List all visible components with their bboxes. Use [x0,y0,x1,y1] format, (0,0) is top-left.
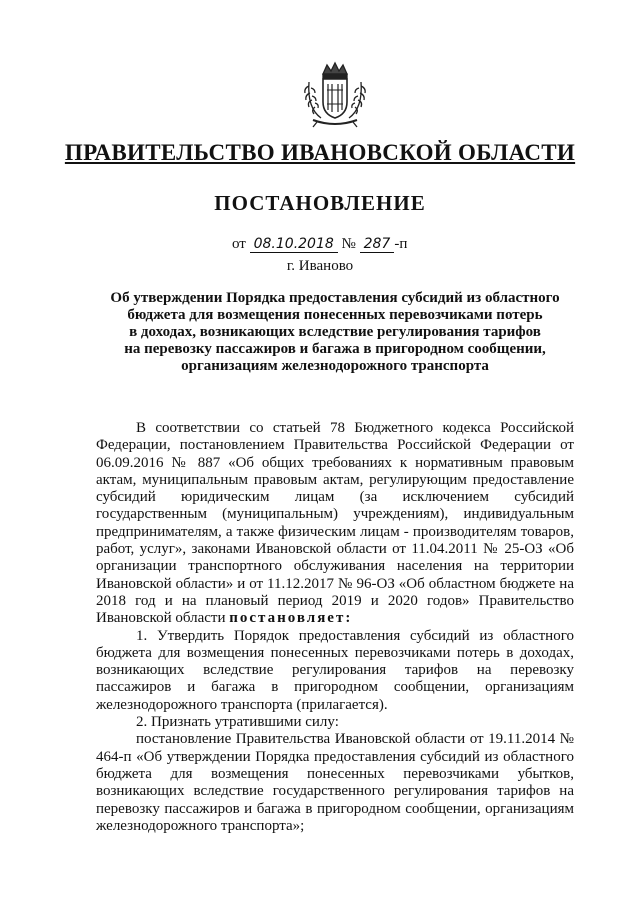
date-prefix: от [232,236,246,252]
number-suffix: -п [394,236,408,252]
heading-line: на перевозку пассажиров и багажа в пригородном сообщении, [124,341,546,357]
resolves-word: постановляет: [229,610,353,627]
date-value: 08.10.2018 [250,236,338,253]
number-value: 287 [360,236,395,253]
heading-line: организациям железнодорожного транспорта [181,358,489,374]
coat-of-arms-icon [299,60,371,130]
preamble-text: В соответствии со статьей 78 Бюджетного кодекса Российской Федерации, постановлением Правительства Российской Федерации от 06.09.2016 № 887 «Об общих требованиях к нормативным правовым актам, муниципальным правовым актам, регулирующим предоставление субсидий юридическим лицам (за исключением субсидий государственным (муниципальным) учреждениям), индивидуальным предпринимателям, а также физическим лицам - производителям товаров, работ, услуг», законами Ивановской области от 11.04.2011 № 25-ОЗ «Об организации транспортного обслуживания населения на территории Ивановской области» и от 11.12.2017 № 96-ОЗ «Об областном бюджете на 2018 год и на плановый период 2019 и 2020 годов» Правительство Ивановской области [96,420,574,627]
number-label: № [341,236,356,252]
heading-line: в доходах, возникающих вследствие регулирования тарифов [129,324,541,340]
item-1-paragraph: 1. Утвердить Порядок предоставления субсидий из областного бюджета для возмещения понесенных перевозчиками потерь в доходах, возникающих вследствие регулирования тарифов на перевозку пассажиров и багажа в пригородном сообщении, организациям железнодорожного транспорта (прилагается). [96,627,574,713]
item-2-paragraph: 2. Признать утратившими силу: [136,714,339,731]
preamble-paragraph [96,420,574,628]
date-number-line [232,236,407,253]
heading-line: бюджета для возмещения понесенных перевозчиками потерь [127,307,543,323]
heading-line: Об утверждении Порядка предоставления субсидий из областного [110,290,560,306]
document-body [96,420,574,835]
document-type: ПОСТАНОВЛЕНИЕ [214,191,426,215]
city: г. Иваново [286,258,354,274]
organization-title: ПРАВИТЕЛЬСТВО ИВАНОВСКОЙ ОБЛАСТИ [64,140,576,165]
document-heading [100,290,570,375]
item-2-sub-paragraph: постановление Правительства Ивановской области от 19.11.2014 № 464-п «Об утверждении Порядка предоставления субсидий из областного бюджета для возмещения понесенных перевозчиками убытков, возникающих вследствие государственного регулирования тарифов на перевозку пассажиров и багажа в пригородном сообщении, организациям железнодорожного транспорта»; [96,731,574,834]
